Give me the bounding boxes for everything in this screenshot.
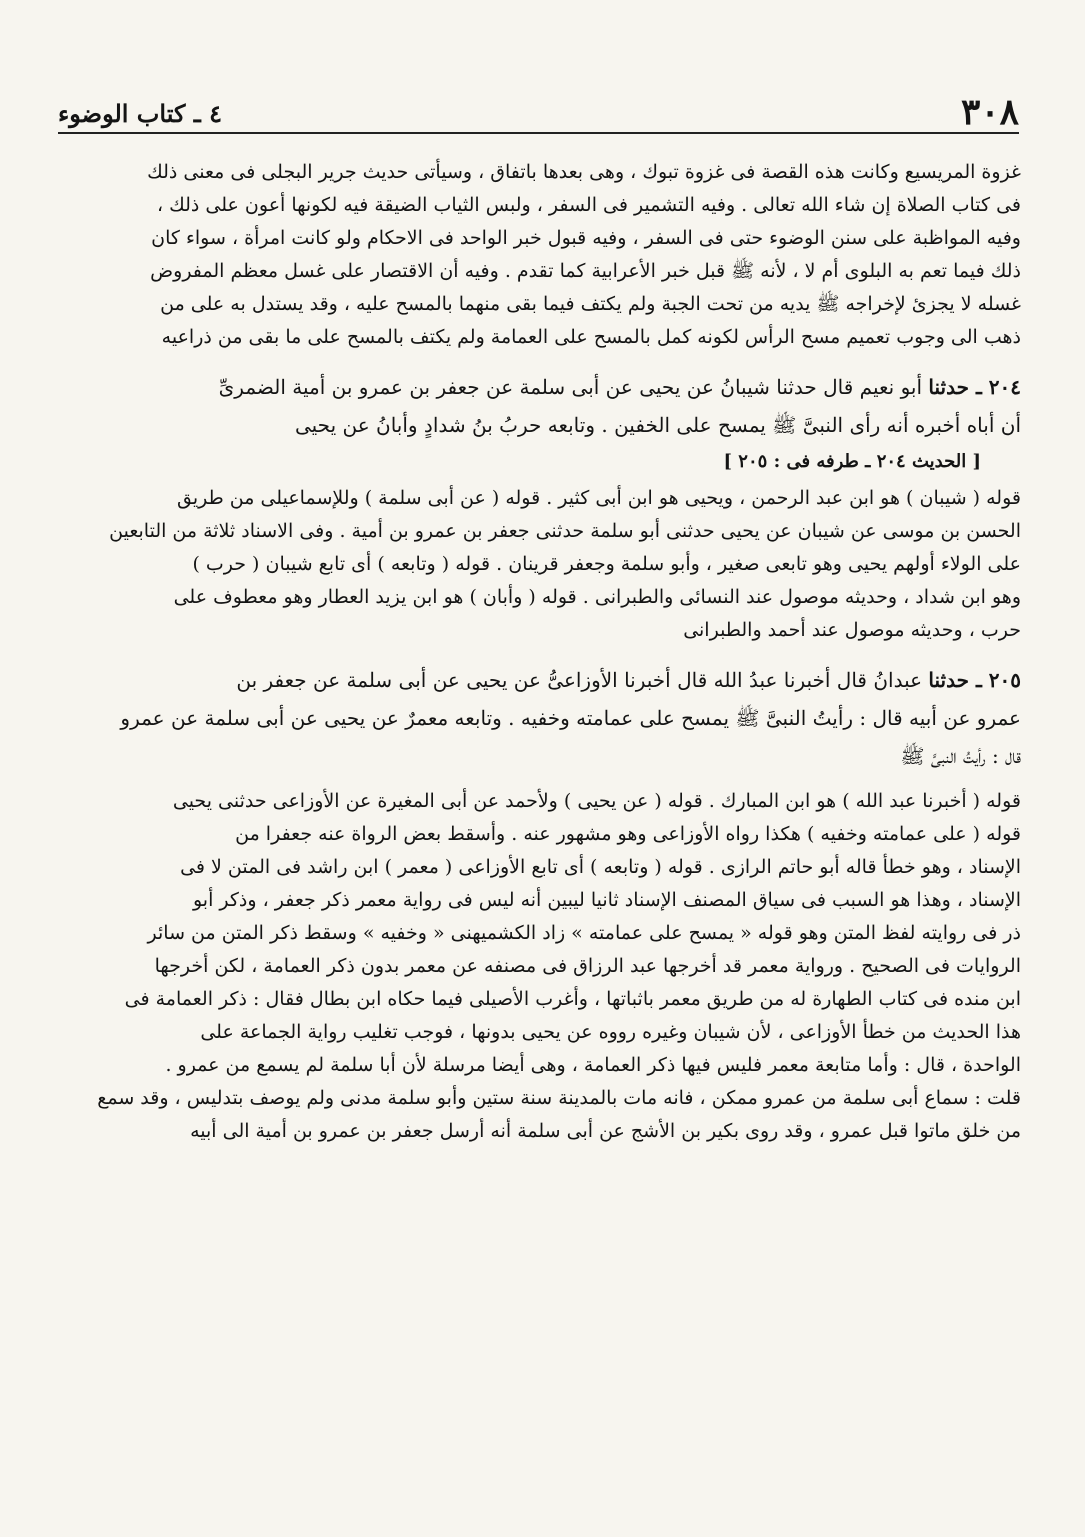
text-line: قوله ( على عمامته وخفيه ) هكذا رواه الأوزاعى وهو مشهور عنه . وأسقط بعض الرواة عنه جعفرا من [235,823,1021,845]
text-line: قوله ( أخبرنا عبد الله ) هو ابن المبارك . قوله ( عن يحيى ) ولأحمد عن أبى المغيرة عن الأوزاعى حدثنى يحيى [172,790,1021,812]
hadith-line: قال : رأيتُ النبىَّ ﷺ [900,744,1021,768]
text-line: هذا الحديث من خطأ الأوزاعى ، لأن شيبان وغيره رووه عن يحيى بدونها ، فوجب تغليب رواية الجماعة على [200,1021,1021,1043]
page-body [56,156,1021,1477]
text-line: قوله ( شيبان ) هو ابن عبد الرحمن ، ويحيى هو ابن أبى كثير . قوله ( عن أبى سلمة ) وللإسماعيلى من طريق [177,487,1021,509]
text-line: الروايات فى الصحيح . ورواية معمر قد أخرجها عبد الرزاق فى مصنفه عن معمر بدون ذكر العمامة ، لكن أخرجها [154,955,1021,977]
hadith-text: عبدانُ قال أخبرنا عبدُ الله قال أخبرنا الأوزاعىُّ عن يحيى عن أبى سلمة عن جعفر بن [236,668,923,692]
hadith-line: أن أباه أخبره أنه رأى النبىَّ ﷺ يمسح على الخفين . وتابعه حربُ بنُ شدادٍ وأبانُ عن يحيى [294,413,1021,437]
text-line: فى كتاب الصلاة إن شاء الله تعالى . وفيه التشمير فى السفر ، ولبس الثياب الضيقة فيه لكونها أعون على ذلك ، [156,194,1021,216]
commentary-205 [56,785,1021,1148]
text-line: ابن منده فى كتاب الطهارة له من طريق معمر باثباتها ، وأغرب الأصيلى فيما حكاه ابن بطال فقال : ذكر العمامة فى [124,988,1021,1010]
hadith-reference: [ الحديث ٢٠٤ ـ طرفه فى : ٢٠٥ ] [723,451,981,472]
page-header [58,92,1019,134]
text-line: الحسن بن موسى عن شيبان عن يحيى حدثنى أبو سلمة حدثنى جعفر بن عمرو بن أمية . وفى الاسناد ثلاثة من التابعين [109,520,1021,542]
text-line: غسله لا يجزئ لإخراجه ﷺ يديه من تحت الجبة ولم يكتف فيما بقى منهما بالمسح عليه ، وقد يستدل به على من [160,293,1021,315]
hadith-line [56,661,1021,699]
hadith-line: عمرو عن أبيه قال : رأيتُ النبىَّ ﷺ يمسح على عمامته وخفيه . وتابعه معمرٌ عن يحيى عن أبى سلمة عن عمرو [120,706,1021,730]
text-line: قلت : سماع أبى سلمة من عمرو ممكن ، فانه مات بالمدينة سنة ستين وأبو سلمة مدنى ولم يوصف بتدليس ، وقد سمع [97,1087,1021,1109]
text-line: على الولاء أولهم يحيى وهو تابعى صغير ، وأبو سلمة وجعفر قرينان . قوله ( وتابعه ) أى تابع شيبان ( حرب ) [192,553,1021,575]
text-line: وفيه المواظبة على سنن الوضوء حتى فى السفر ، وفيه قبول خبر الواحد فى الاحكام ولو كانت امرأة ، سواء كان [151,227,1021,249]
text-line: حرب ، وحديثه موصول عند أحمد والطبرانى [683,619,1021,641]
hadith-205 [56,661,1021,775]
commentary-top [56,156,1021,354]
hadith-number: ٢٠٤ ـ حدثنا [928,375,1021,399]
text-line: ذلك فيما تعم به البلوى أم لا ، لأنه ﷺ قبل خبر الأعرابية كما تقدم . وفيه أن الاقتصار على غسل معظم المفروض [150,260,1021,282]
hadith-text: أبو نعيم قال حدثنا شيبانُ عن يحيى عن أبى سلمة عن جعفر بن عمرو بن أمية الضمرىِّ [218,375,923,399]
text-line: ذهب الى وجوب تعميم مسح الرأس لكونه كمل بالمسح على العمامة ولم يكتف بالمسح على ما بقى من ذراعيه [161,326,1021,348]
text-line: الإسناد ، وهو خطأ قاله أبو حاتم الرازى . قوله ( وتابعه ) أى تابع الأوزاعى ( معمر ) ابن راشد فى المتن لا فى [180,856,1021,878]
chapter-title: ٤ ـ كتاب الوضوء [58,99,223,128]
text-line: ذر فى روايته لفظ المتن وهو قوله « يمسح على عمامته » زاد الكشميهنى « وخفيه » وسقط ذكر المتن من سائر [147,922,1021,944]
page-number: ٣٠٨ [960,91,1019,133]
text-line: الإسناد ، وهذا هو السبب فى سياق المصنف الإسناد ثانيا ليبين أنه ليس فى رواية معمر ذكر جعفر ، وذكر أبو [192,889,1021,911]
hadith-line [56,368,1021,406]
hadith-number: ٢٠٥ ـ حدثنا [928,668,1021,692]
text-line: غزوة المريسيع وكانت هذه القصة فى غزوة تبوك ، وهى بعدها باتفاق ، وسيأتى حديث جرير البجلى فى معنى ذلك [147,161,1021,183]
hadith-204 [56,368,1021,476]
text-line: وهو ابن شداد ، وحديثه موصول عند النسائى والطبرانى . قوله ( وأبان ) هو ابن يزيد العطار وهو معطوف على [173,586,1021,608]
text-line: الواحدة ، قال : وأما متابعة معمر فليس فيها ذكر العمامة ، وهى أيضا مرسلة لأن أبا سلمة لم يسمع من عمرو . [165,1054,1021,1076]
commentary-204 [56,482,1021,647]
text-line: من خلق ماتوا قبل عمرو ، وقد روى بكير بن الأشج عن أبى سلمة أنه أرسل جعفر بن عمرو بن أمية الى أبيه [190,1120,1021,1142]
